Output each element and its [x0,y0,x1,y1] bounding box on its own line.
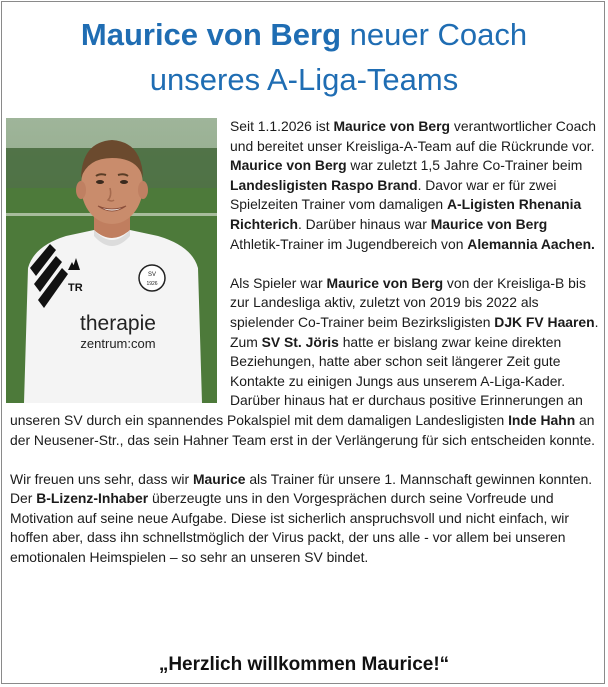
emphasized-text: Alemannia Aachen. [467,235,595,252]
body-text-run: von der Kreisliga-B bis zur Landesliga aktiv, zuletzt von 2019 bis 2022 als spielender Co-Trainer beim Bezirksligisten [230,274,586,330]
body-text-run: hatte er bislang zwar keine direkten Beziehungen, hatte aber schon seit längerer Zeit gute Kontakte zu einigen Jungs aus unserem A-Liga-Kader. Darüber hinaus hat er durchaus positive Erinnerungen an unseren SV durch ein spannendes Pokalspiel mit dem damaligen Landesligisten [10,333,583,428]
headline-line-2: unseres A-Liga-Teams [149,62,459,97]
emphasized-text: DJK FV Haaren [494,313,595,330]
article-frame [1,1,605,684]
closing-line: „Herzlich willkommen Maurice!“ [158,654,450,675]
body-text-run: . Zum [230,313,599,350]
body-text-run: Wir freuen uns sehr, dass wir [10,470,193,487]
body-text-run: überzeugte uns in den Vorgesprächen durch seine Vorfreude und Motivation auf seine neue Aufgabe. Diese ist sicherlich anspruchsvoll und nicht einfach, wir hoffen aber, dass ihn schnellstmöglich der Virus packt, der uns alle - vor allem bei unseren emotionalen Heimspielen – so sehr an unseren SV bindet. [10,490,570,566]
emphasized-text: Maurice [192,470,246,487]
crest-text-top: SV [147,272,157,278]
coach-portrait-illustration [6,118,217,403]
club-crest-icon [139,265,165,291]
emphasized-text: Maurice von Berg [326,274,444,291]
coach-photo [6,118,217,403]
emphasized-text: Maurice von Berg [333,118,451,134]
shirt-initials: TR [68,282,83,294]
emphasized-text: Maurice von Berg [430,215,548,232]
body-text-run: Athletik-Trainer im Jugendbereich von [230,235,468,252]
emphasized-text: Landesligisten Raspo Brand [230,176,418,193]
crest-text-bottom: 1926 [146,281,158,287]
coach-eye-left [96,180,104,184]
body-text-run: als Trainer für unsere 1. Mannschaft gewinnen konnten. Der [10,470,593,507]
emphasized-text: SV St. Jöris [261,333,339,350]
article-headline [2,12,606,102]
shirt-sponsor-line-1: therapie [80,312,156,335]
emphasized-text: A-Ligisten Rhenania Richterich [230,196,582,232]
headline-rest: neuer Coach [341,17,528,52]
body-text-run: verantwortlicher Coach und bereitet unser Kreisliga-A-Team auf die Rückrunde vor. [230,118,596,154]
body-text-run: . Darüber hinaus war [297,215,431,232]
body-text-run: Als Spieler war [230,274,327,291]
shirt-sponsor-line-2: zentrum:com [80,336,156,351]
coach-eye-right [120,180,128,184]
emphasized-text: Inde Hahn [508,411,576,428]
coach-ear-right [138,181,148,199]
emphasized-text: Maurice von Berg [230,157,347,174]
headline-line-1 [2,12,606,57]
paragraph-3 [10,470,600,568]
emphasized-text: B-Lizenz-Inhaber [36,490,149,507]
coach-ear-left [76,181,86,199]
body-text-run: war zuletzt 1,5 Jahre Co-Trainer beim [346,157,583,174]
headline-name: Maurice von Berg [80,17,341,52]
body-text-run: an der Neusener-Str., das sein Hahner Team erst in der Verlängerung für sich entscheiden konnte. [10,411,596,448]
body-text-run: Seit 1.1.2026 ist [230,118,334,134]
body-text-run: . Davor war er für zwei Spielzeiten Trainer vom damaligen [230,176,557,213]
